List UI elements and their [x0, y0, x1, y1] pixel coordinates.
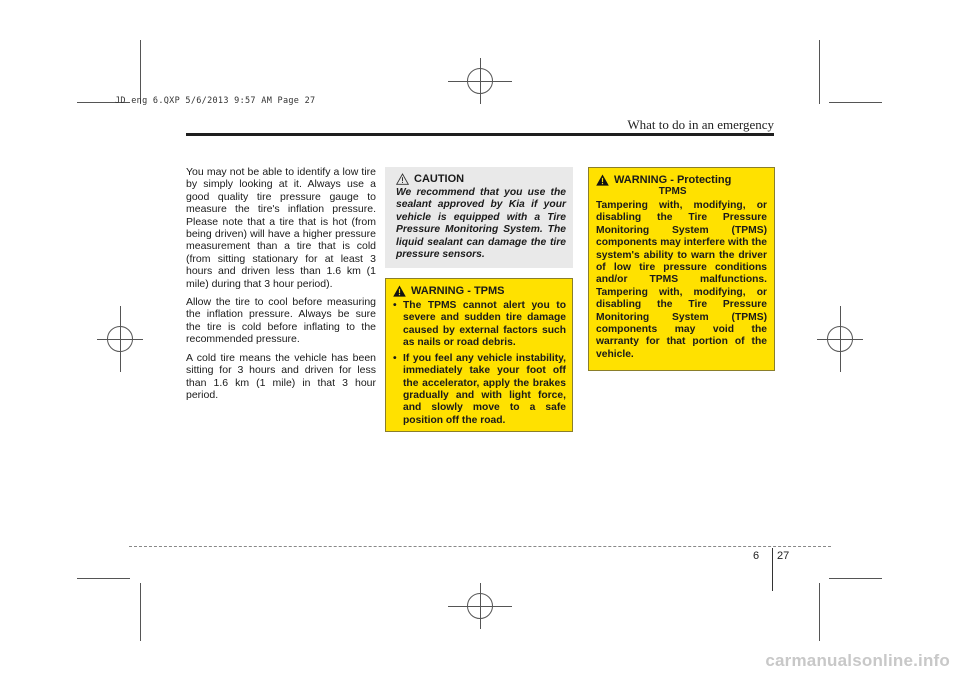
caution-text: We recommend that you use the sealant approved by Kia if your vehicle is equipped with a Tire Pressure Monitoring System. The liquid sealant can damage the tire pressure sensors.: [396, 187, 566, 261]
caution-header: [396, 173, 566, 185]
caution-triangle-icon: [396, 173, 409, 185]
warning-tpms-list: [393, 300, 566, 427]
warning-protect-box: [588, 167, 775, 371]
warning-protect-header: [596, 174, 767, 198]
body-paragraph: Allow the tire to cool before measuring the inflation pressure. Always be sure the tire is cold before inflating to the recommended pressure.: [186, 296, 376, 346]
warning-tpms-title: WARNING - TPMS: [411, 285, 505, 297]
warning-triangle-icon: [393, 285, 406, 297]
page-number: 27: [777, 550, 790, 562]
header-rule: [186, 133, 774, 136]
body-paragraph: You may not be able to identify a low tire by simply looking at it. Always use a good quality tire pressure gauge to measure the tire's inflation pressure. Please note that a tire that is hot (from being driven) will have a higher pressure measurement than a tire that is cold (from sitting stationary for at least 3 hours and driven less than 1.6 km (1 mile) during that 3 hour period).: [186, 166, 376, 290]
section-title: What to do in an emergency: [627, 117, 774, 132]
page-divider: [772, 548, 773, 591]
warning-protect-text: Tampering with, modifying, or disabling the Tire Pressure Monitoring System (TPMS) components may interfere with the system's ability to warn the driver of low tire pressure conditions and/or TPMS malfunctions. Tampering with, modifying, or disabling the Tire Pressure Monitoring System (TPMS) components may void the warranty for that portion of the vehicle.: [596, 200, 767, 360]
warning-triangle-icon: [596, 174, 609, 186]
caution-box: [385, 167, 573, 268]
chapter-number: 6: [753, 550, 760, 562]
footer-rule: [129, 546, 831, 547]
body-text: [186, 166, 376, 407]
warning-tpms-box: [385, 278, 573, 432]
print-slug: JD eng 6.QXP 5/6/2013 9:57 AM Page 27: [115, 96, 316, 106]
list-item: • If you feel any vehicle instability, immediately take your foot off the accelerator, apply the brakes gradually and with light force, and slowly move to a safe position off the road.: [393, 353, 566, 427]
warning-protect-title-main: WARNING - Protecting: [614, 174, 732, 186]
warning-protect-title-sub: TPMS: [658, 186, 687, 197]
list-item: • The TPMS cannot alert you to severe and sudden tire damage caused by external factors such as nails or road debris.: [393, 300, 566, 349]
body-paragraph: A cold tire means the vehicle has been sitting for 3 hours and driven for less than 1.6 km (1 mile) in that 3 hour period.: [186, 351, 376, 401]
warning-protect-title: [614, 174, 731, 198]
warning-tpms-header: [393, 285, 566, 297]
watermark: carmanualsonline.info: [765, 651, 950, 670]
caution-title: CAUTION: [414, 173, 465, 185]
